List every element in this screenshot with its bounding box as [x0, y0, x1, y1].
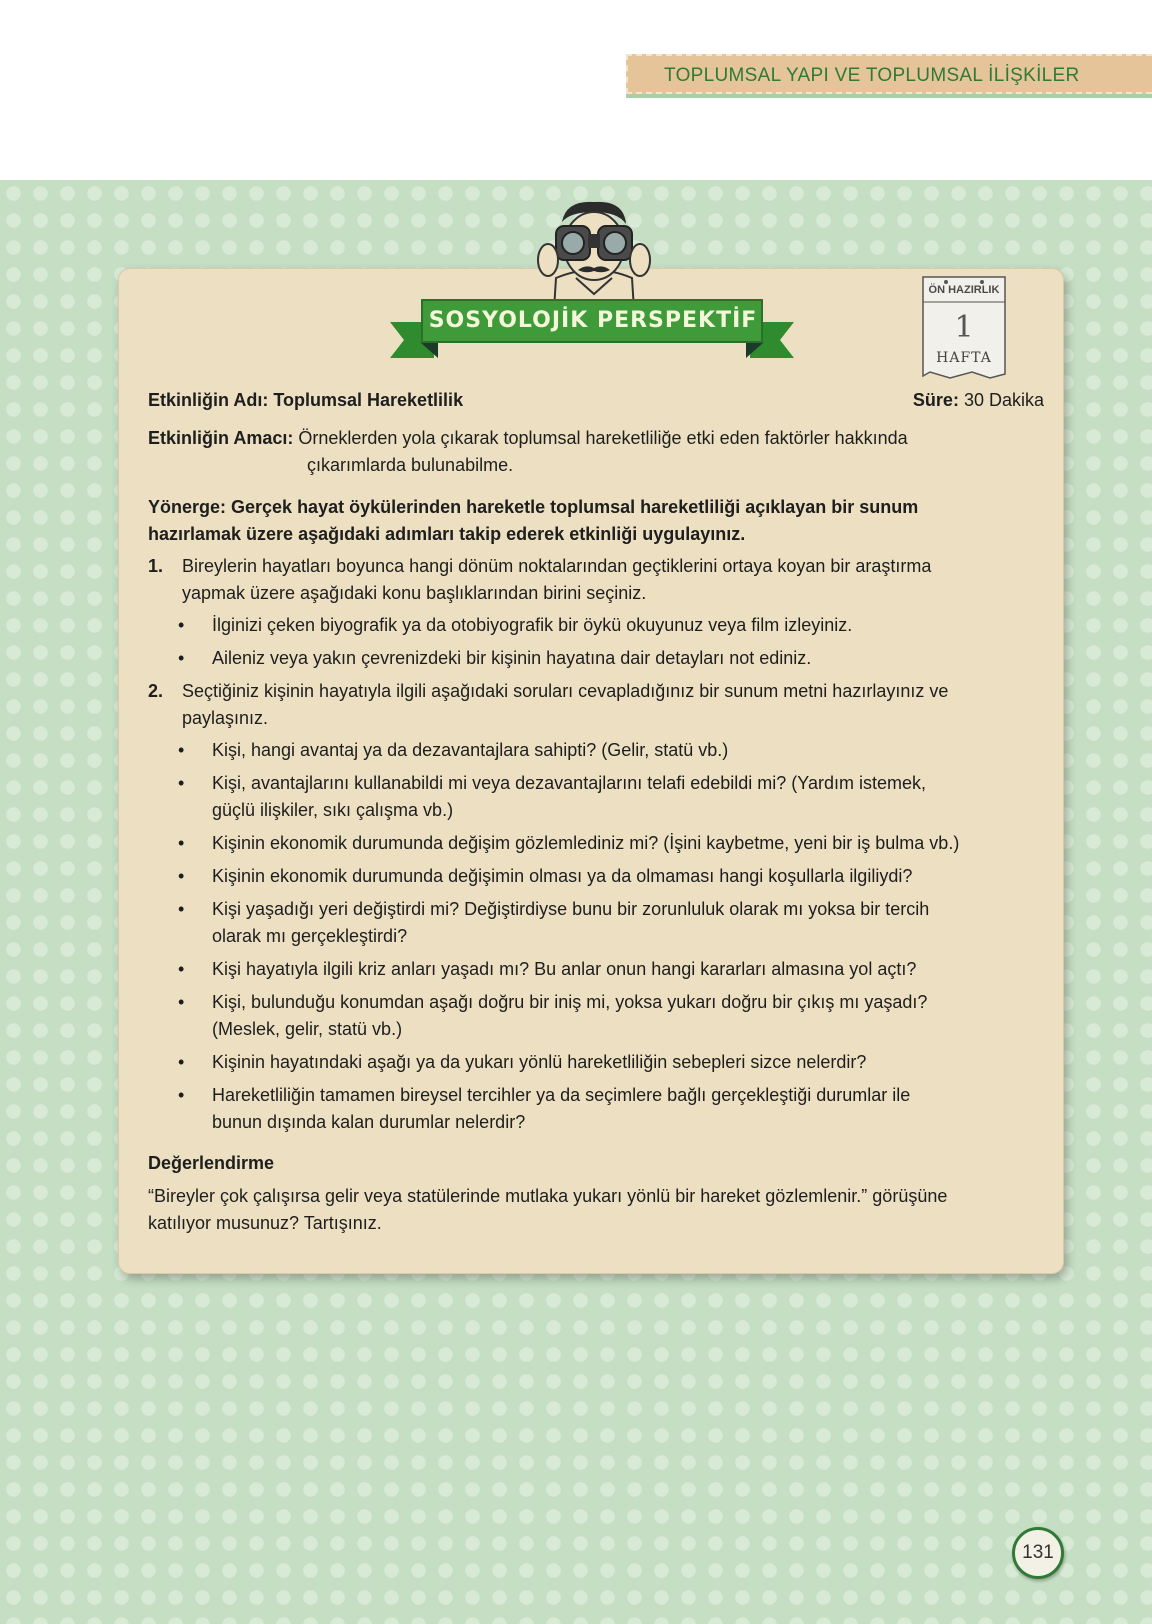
list-item-text: Kişinin ekonomik durumunda değişimin olması ya da olmaması hangi koşullarla ilgiliydi? [212, 866, 913, 886]
purpose-label: Etkinliğin Amacı: [148, 428, 294, 448]
evaluation-line-2: katılıyor musunuz? Tartışınız. [148, 1213, 382, 1233]
bullet-icon: • [178, 866, 185, 886]
calendar-badge [920, 274, 1008, 380]
bullet-icon: • [178, 992, 185, 1012]
step-text: paylaşınız. [182, 708, 269, 728]
badge-unit: HAFTA [936, 350, 992, 366]
bullet-icon: • [178, 1085, 185, 1105]
bullet-icon: • [178, 1052, 185, 1072]
list-item-text: bunun dışında kalan durumlar nelerdir? [212, 1112, 526, 1132]
list-item-text: (Meslek, gelir, statü vb.) [212, 1019, 403, 1039]
chapter-title: TOPLUMSAL YAPI VE TOPLUMSAL İLİŞKİLER [664, 65, 1080, 86]
badge-number: 1 [954, 310, 974, 345]
directive-line-2: hazırlamak üzere aşağıdaki adımları takip ederek etkinliği uygulayınız. [148, 524, 746, 544]
binoculars-mascot-icon [526, 198, 662, 310]
step-number: 2. [148, 681, 164, 701]
activity-duration [913, 387, 1044, 414]
activity-name-value: Toplumsal Hareketlilik [273, 390, 464, 410]
list-item-text: Kişi, bulunduğu konumdan aşağı doğru bir iniş mi, yoksa yukarı doğru bir çıkış mı yaşadı? [212, 992, 928, 1012]
chapter-header-tab [626, 54, 1152, 94]
bullet-icon: • [178, 833, 185, 853]
list-item-text: Kişi yaşadığı yeri değiştirdi mi? Değiştirdiyse bunu bir zorunluluk olarak mı yoksa bir tercih [212, 899, 930, 919]
badge-label: ÖN HAZIRLIK [928, 284, 1000, 296]
directive-line-1: Yönerge: Gerçek hayat öykülerinden hareketle toplumsal hareketliliği açıklayan bir sunum [148, 497, 919, 517]
list-item-text: Hareketliliğin tamamen bireysel tercihler ya da seçimlere bağlı gerçekleştiği durumlar ile [212, 1085, 911, 1105]
list-item-text: Kişi hayatıyla ilgili kriz anları yaşadı mı? Bu anlar onun hangi kararları almasına yol açtı? [212, 959, 917, 979]
purpose-line-2: çıkarımlarda bulunabilme. [307, 455, 514, 475]
activity-purpose-row [148, 425, 1044, 452]
list-item-text: Kişinin ekonomik durumunda değişim gözlemlediniz mi? (İşini kaybetme, yeni bir iş bulma vb.) [212, 833, 960, 853]
list-item-text: olarak mı gerçekleştirdi? [212, 926, 408, 946]
bullet-icon: • [178, 648, 185, 668]
list-item-text: Kişi, avantajlarını kullanabildi mi veya dezavantajlarını telafi edebildi mi? (Yardım istemek, [212, 773, 926, 793]
list-item-text: Kişinin hayatındaki aşağı ya da yukarı yönlü hareketliliğin sebepleri sizce nelerdir? [212, 1052, 867, 1072]
bullet-icon: • [178, 959, 185, 979]
bullet-icon: • [178, 615, 185, 635]
list-item-text: Aileniz veya yakın çevrenizdeki bir kişinin hayatına dair detayları not ediniz. [212, 648, 812, 668]
banner-title: SOSYOLOJİK PERSPEKTİF [428, 308, 758, 333]
duration-label: Süre: [912, 390, 959, 410]
purpose-line-1: Örneklerden yola çıkarak toplumsal hareketliliğe etki eden faktörler hakkında [298, 428, 908, 448]
page-number: 131 [1012, 1527, 1064, 1579]
bullet-icon: • [178, 899, 185, 919]
list-item-text: güçlü ilişkiler, sıkı çalışma vb.) [212, 800, 454, 820]
step-text: Seçtiğiniz kişinin hayatıyla ilgili aşağıdaki soruları cevapladığınız bir sunum metni hazırlayınız ve [182, 681, 949, 701]
list-item-text: İlginizi çeken biyografik ya da otobiyografik bir öykü okuyunuz veya film izleyiniz. [212, 615, 853, 635]
step-text: yapmak üzere aşağıdaki konu başlıklarından birini seçiniz. [182, 583, 647, 603]
step-number: 1. [148, 556, 164, 576]
activity-name-row [148, 387, 1044, 414]
evaluation-line-1: “Bireyler çok çalışırsa gelir veya statülerinde mutlaka yukarı yönlü bir hareket gözlemlenir.” görüşüne [148, 1186, 948, 1206]
step-text: Bireylerin hayatları boyunca hangi dönüm noktalarından geçtiklerini ortaya koyan bir araştırma [182, 556, 932, 576]
duration-value: 30 Dakika [963, 390, 1044, 410]
bullet-icon: • [178, 740, 185, 760]
bullet-icon: • [178, 773, 185, 793]
list-item-text: Kişi, hangi avantaj ya da dezavantajlara sahipti? (Gelir, statü vb.) [212, 740, 729, 760]
activity-name-label: Etkinliğin Adı: [148, 390, 269, 410]
evaluation-heading: Değerlendirme [148, 1153, 275, 1173]
